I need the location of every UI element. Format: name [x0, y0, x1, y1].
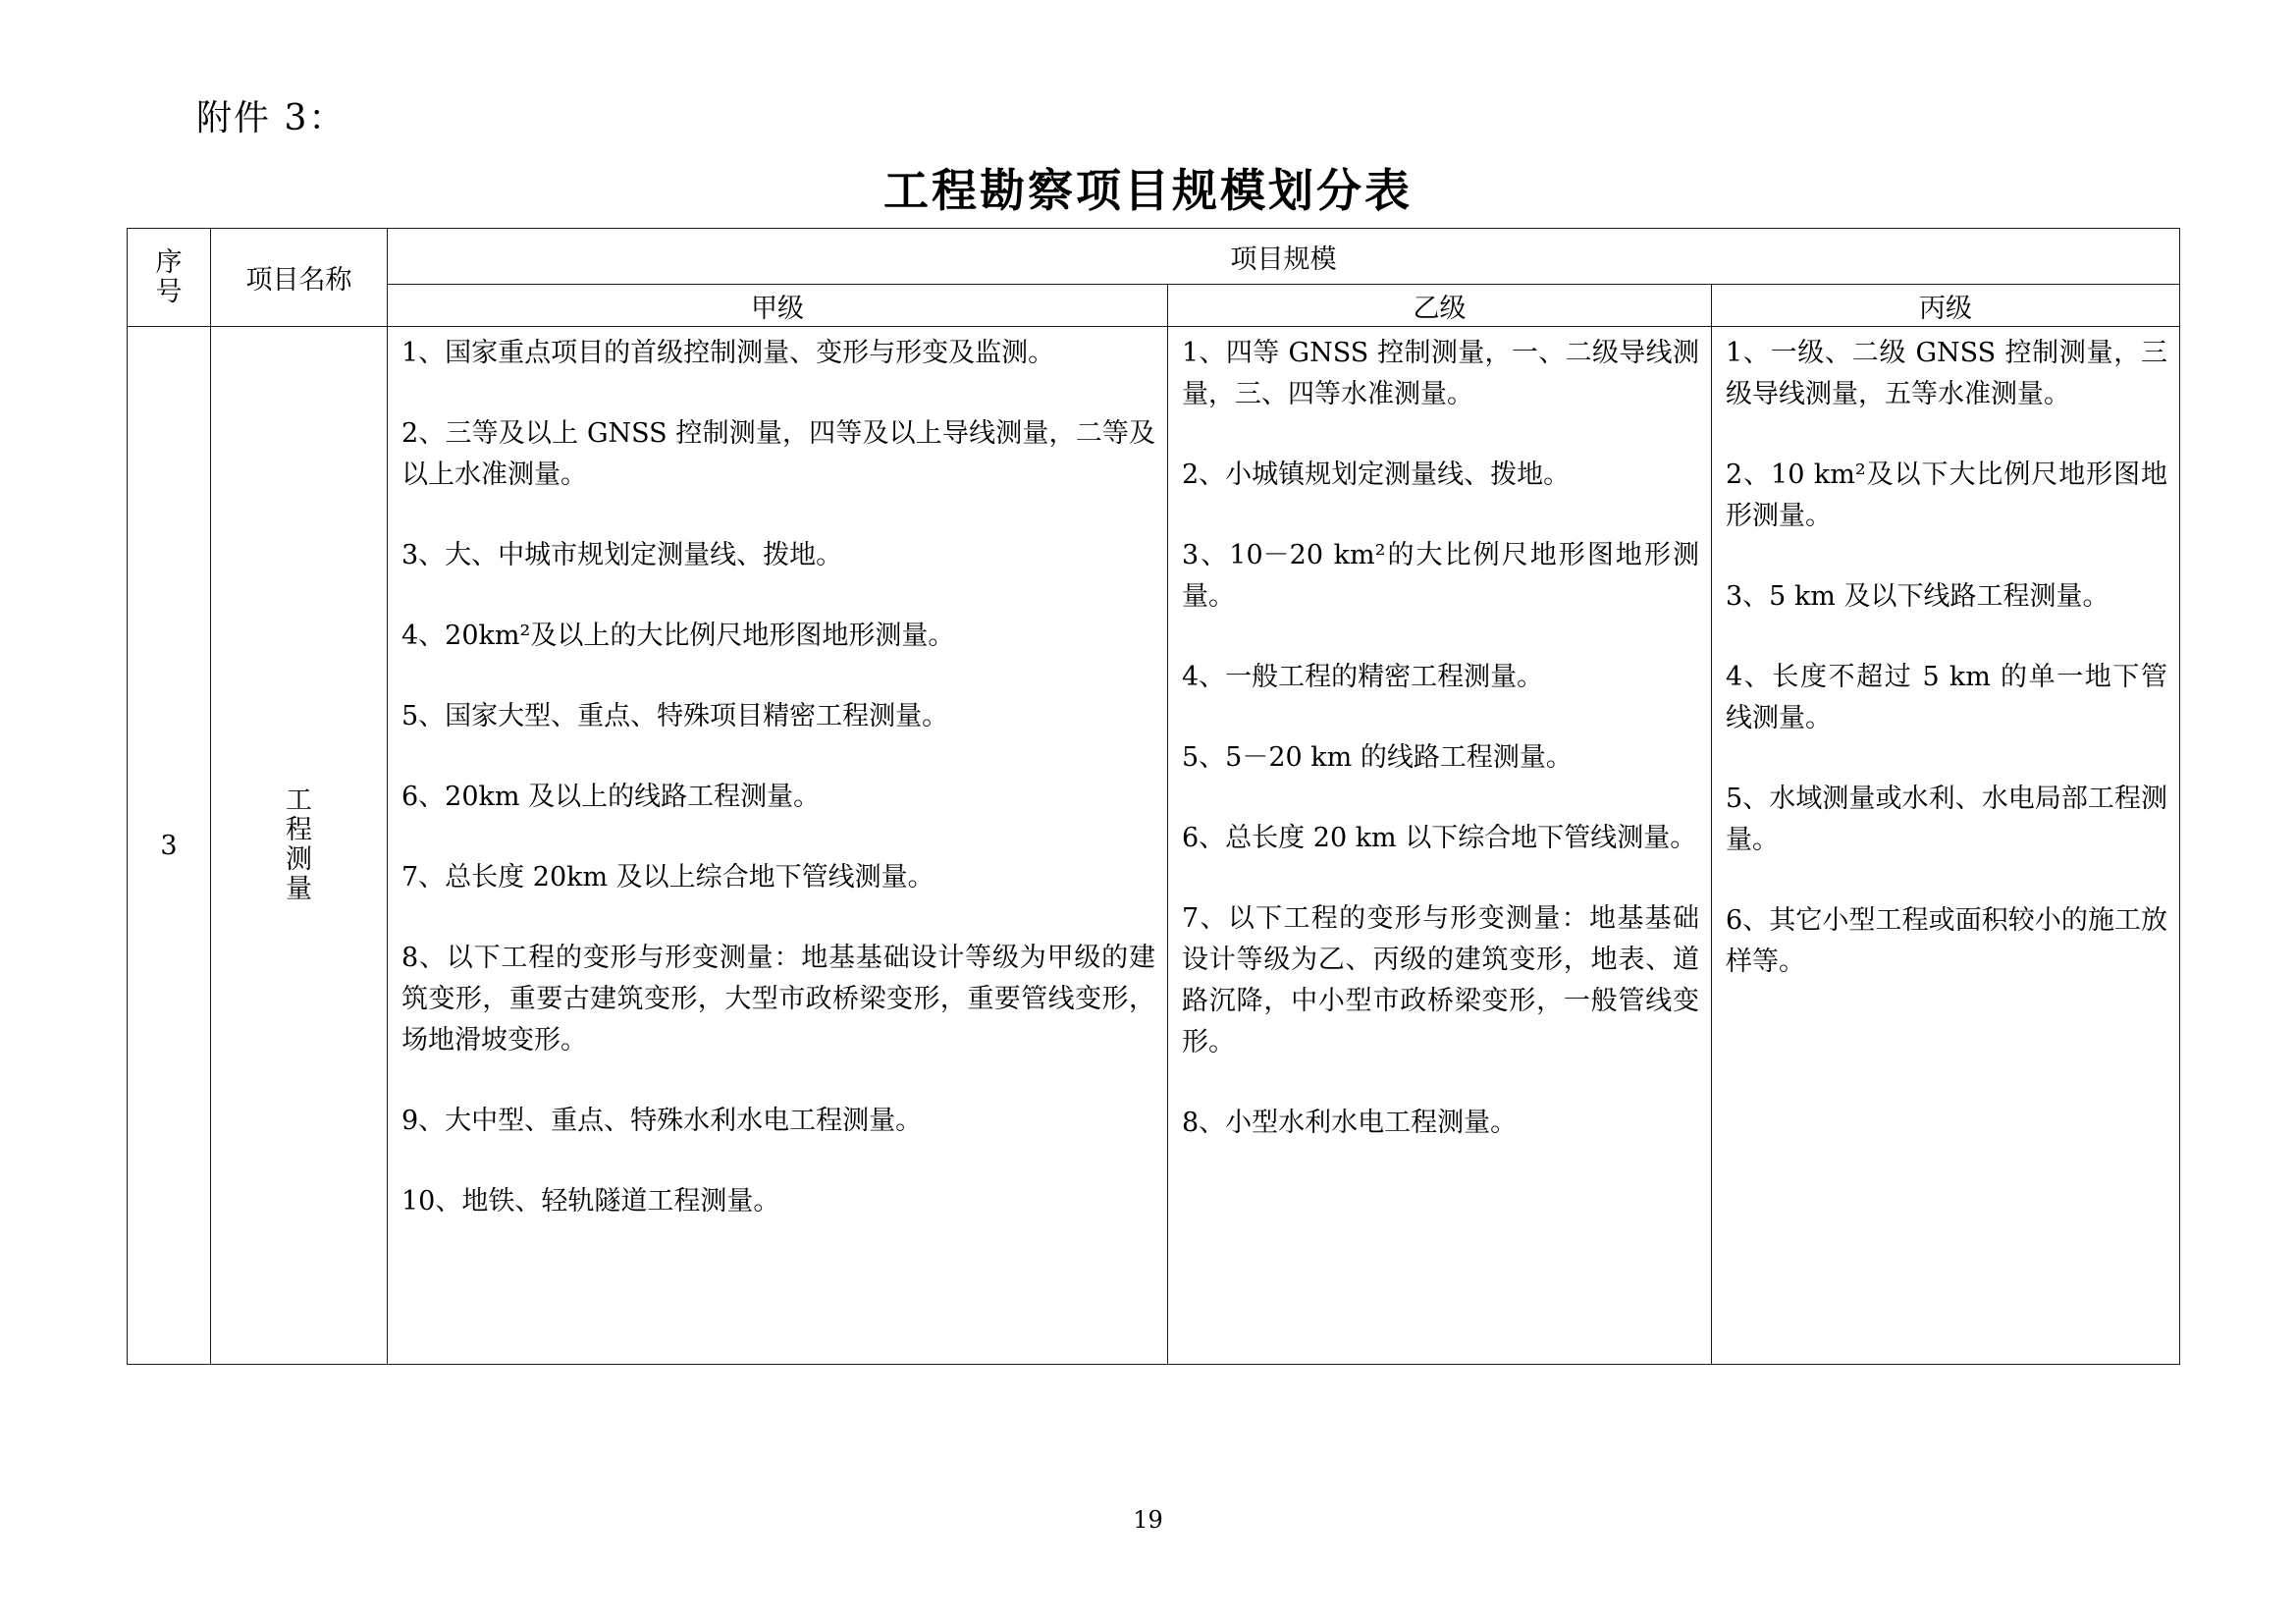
grade-b-item: 3、10－20 km²的大比例尺地形图地形测量。	[1182, 540, 1699, 612]
grade-c-item: 6、其它小型工程或面积较小的施工放样等。	[1726, 905, 2168, 977]
header-grade-c-cell	[1712, 285, 2180, 327]
page-number: 19	[1133, 1506, 1163, 1534]
header-scale-cell	[388, 229, 2180, 285]
header-grade-a: 甲级	[751, 293, 804, 324]
grade-b-item: 6、总长度 20 km 以下综合地下管线测量。	[1182, 823, 1697, 853]
page-title: 工程勘察项目规模划分表	[883, 164, 1413, 217]
header-scale: 项目规模	[1230, 244, 1337, 275]
grade-a-item: 4、20km²及以上的大比例尺地形图地形测量。	[401, 621, 955, 651]
scale-classification-table	[127, 228, 2180, 1365]
grade-a-item: 8、以下工程的变形与形变测量：地基基础设计等级为甲级的建筑变形，重要古建筑变形，大型市政桥梁变形，重要管线变形，场地滑坡变形。	[401, 943, 1155, 1056]
header-seq-cell	[128, 229, 211, 327]
header-grade-c: 丙级	[1919, 293, 1972, 324]
attachment-label: 附件 3：	[196, 98, 347, 138]
row-seq: 3	[160, 830, 178, 861]
grade-a-item: 10、地铁、轻轨隧道工程测量。	[401, 1186, 780, 1217]
grade-b-items-cell	[1168, 327, 1712, 1365]
header-grade-a-cell	[388, 285, 1168, 327]
grade-c-item: 5、水域测量或水利、水电局部工程测量。	[1726, 784, 2168, 855]
header-grade-b-cell	[1168, 285, 1712, 327]
row-project-name-cell	[211, 327, 388, 1365]
grade-a-items-cell	[388, 327, 1168, 1365]
table-subheader-row	[128, 285, 2180, 327]
row-seq-cell	[128, 327, 211, 1365]
grade-a-item: 7、总长度 20km 及以上综合地下管线测量。	[401, 862, 934, 893]
grade-a-item: 1、国家重点项目的首级控制测量、变形与形变及监测。	[401, 338, 1055, 368]
grade-a-item: 2、三等及以上 GNSS 控制测量，四等及以上导线测量，二等及以上水准测量。	[401, 418, 1155, 490]
grade-c-item: 1、一级、二级 GNSS 控制测量，三级导线测量，五等水准测量。	[1726, 338, 2168, 409]
grade-a-item: 5、国家大型、重点、特殊项目精密工程测量。	[401, 701, 949, 731]
grade-a-item: 9、大中型、重点、特殊水利水电工程测量。	[401, 1106, 923, 1136]
grade-b-item: 7、以下工程的变形与形变测量：地基基础设计等级为乙、丙级的建筑变形，地表、道路沉降，中小型市政桥梁变形，一般管线变形。	[1182, 903, 1699, 1057]
header-project-name: 项目名称	[245, 265, 352, 296]
table-row	[128, 327, 2180, 1365]
grade-b-item: 5、5－20 km 的线路工程测量。	[1182, 742, 1573, 773]
grade-c-item: 4、长度不超过 5 km 的单一地下管线测量。	[1726, 662, 2168, 733]
grade-c-item: 3、5 km 及以下线路工程测量。	[1726, 581, 2109, 612]
grade-b-item: 1、四等 GNSS 控制测量，一、二级导线测量，三、四等水准测量。	[1182, 338, 1699, 409]
grade-a-item: 3、大、中城市规划定测量线、拨地。	[401, 540, 843, 570]
grade-c-item: 2、10 km²及以下大比例尺地形图地形测量。	[1726, 460, 2168, 531]
header-grade-b: 乙级	[1413, 293, 1467, 324]
grade-c-items-cell	[1712, 327, 2180, 1365]
grade-b-item: 8、小型水利水电工程测量。	[1182, 1108, 1518, 1138]
grade-b-item: 2、小城镇规划定测量线、拨地。	[1182, 460, 1571, 490]
header-project-name-cell	[211, 229, 388, 327]
row-project-name: 工程测量	[286, 785, 312, 904]
header-seq: 序号	[155, 246, 183, 307]
grade-a-item: 6、20km 及以上的线路工程测量。	[401, 782, 821, 812]
table-header-row	[128, 229, 2180, 285]
grade-b-item: 4、一般工程的精密工程测量。	[1182, 662, 1544, 692]
